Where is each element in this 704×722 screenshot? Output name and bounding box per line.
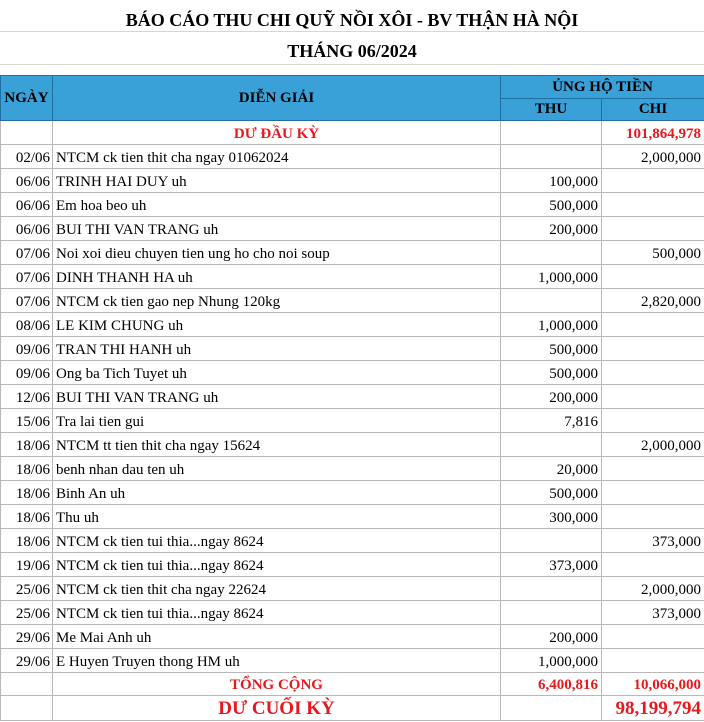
divider xyxy=(0,64,704,65)
row-income xyxy=(501,577,602,601)
table-row xyxy=(1,193,704,217)
row-expense xyxy=(602,457,704,481)
row-expense xyxy=(602,265,704,289)
row-income: 200,000 xyxy=(501,385,602,409)
row-date: 18/06 xyxy=(1,481,53,505)
row-description: BUI THI VAN TRANG uh xyxy=(53,385,501,409)
header-description: DIỄN GIẢI xyxy=(53,76,501,121)
row-expense: 373,000 xyxy=(602,601,704,625)
row-expense: 2,000,000 xyxy=(602,577,704,601)
row-expense xyxy=(602,313,704,337)
row-expense xyxy=(602,649,704,673)
row-description: NTCM ck tien gao nep Nhung 120kg xyxy=(53,289,501,313)
row-date: 06/06 xyxy=(1,193,53,217)
total-row xyxy=(1,673,704,696)
row-income: 200,000 xyxy=(501,217,602,241)
row-date: 29/06 xyxy=(1,649,53,673)
table-row xyxy=(1,361,704,385)
total-label: TỔNG CỘNG xyxy=(53,673,501,696)
row-description: BUI THI VAN TRANG uh xyxy=(53,217,501,241)
row-expense xyxy=(602,361,704,385)
empty-cell xyxy=(1,121,53,145)
row-description: E Huyen Truyen thong HM uh xyxy=(53,649,501,673)
row-date: 12/06 xyxy=(1,385,53,409)
row-expense xyxy=(602,625,704,649)
empty-cell xyxy=(501,121,602,145)
table-row xyxy=(1,145,704,169)
row-income xyxy=(501,433,602,457)
total-expense: 10,066,000 xyxy=(602,673,704,696)
row-income: 373,000 xyxy=(501,553,602,577)
row-date: 08/06 xyxy=(1,313,53,337)
row-date: 25/06 xyxy=(1,601,53,625)
row-income xyxy=(501,289,602,313)
divider xyxy=(0,31,704,32)
row-date: 18/06 xyxy=(1,505,53,529)
row-date: 18/06 xyxy=(1,433,53,457)
table-row xyxy=(1,289,704,313)
row-date: 18/06 xyxy=(1,457,53,481)
table-row xyxy=(1,265,704,289)
opening-balance-value: 101,864,978 xyxy=(602,121,704,145)
row-expense xyxy=(602,505,704,529)
row-expense xyxy=(602,481,704,505)
table-row xyxy=(1,577,704,601)
row-expense: 2,820,000 xyxy=(602,289,704,313)
row-date: 07/06 xyxy=(1,289,53,313)
header-income: THU xyxy=(501,99,602,121)
table-row xyxy=(1,337,704,361)
row-description: Em hoa beo uh xyxy=(53,193,501,217)
table-row xyxy=(1,457,704,481)
row-income: 500,000 xyxy=(501,193,602,217)
closing-balance-row xyxy=(1,696,704,721)
row-description: NTCM ck tien thit cha ngay 01062024 xyxy=(53,145,501,169)
row-expense: 2,000,000 xyxy=(602,145,704,169)
row-income xyxy=(501,529,602,553)
header-date: NGÀY xyxy=(1,76,53,121)
row-date: 18/06 xyxy=(1,529,53,553)
table-row xyxy=(1,625,704,649)
row-date: 07/06 xyxy=(1,241,53,265)
row-description: DINH THANH HA uh xyxy=(53,265,501,289)
row-expense xyxy=(602,169,704,193)
closing-balance-label: DƯ CUỐI KỲ xyxy=(53,696,501,721)
closing-balance-value: 98,199,794 xyxy=(602,696,704,721)
row-expense: 500,000 xyxy=(602,241,704,265)
row-expense: 2,000,000 xyxy=(602,433,704,457)
empty-cell xyxy=(1,696,53,721)
empty-cell xyxy=(1,673,53,696)
table-row xyxy=(1,481,704,505)
row-description: NTCM ck tien thit cha ngay 22624 xyxy=(53,577,501,601)
row-description: Me Mai Anh uh xyxy=(53,625,501,649)
table-row xyxy=(1,409,704,433)
empty-cell xyxy=(501,696,602,721)
table-row xyxy=(1,553,704,577)
row-income: 500,000 xyxy=(501,361,602,385)
row-description: NTCM ck tien tui thia...ngay 8624 xyxy=(53,529,501,553)
row-income: 100,000 xyxy=(501,169,602,193)
row-date: 09/06 xyxy=(1,337,53,361)
row-description: Binh An uh xyxy=(53,481,501,505)
row-description: Ong ba Tich Tuyet uh xyxy=(53,361,501,385)
row-description: Noi xoi dieu chuyen tien ung ho cho noi soup xyxy=(53,241,501,265)
row-income: 1,000,000 xyxy=(501,265,602,289)
row-date: 09/06 xyxy=(1,361,53,385)
row-income: 500,000 xyxy=(501,337,602,361)
row-date: 02/06 xyxy=(1,145,53,169)
report-month: THÁNG 06/2024 xyxy=(287,41,417,61)
table-row xyxy=(1,505,704,529)
total-income: 6,400,816 xyxy=(501,673,602,696)
report-title: BÁO CÁO THU CHI QUỸ NỒI XÔI - BV THẬN HÀ NỘI xyxy=(125,10,579,30)
row-income: 7,816 xyxy=(501,409,602,433)
row-income: 500,000 xyxy=(501,481,602,505)
row-date: 07/06 xyxy=(1,265,53,289)
row-description: TRAN THI HANH uh xyxy=(53,337,501,361)
row-expense xyxy=(602,553,704,577)
row-expense xyxy=(602,385,704,409)
ledger-table xyxy=(0,75,704,721)
row-expense xyxy=(602,217,704,241)
row-date: 06/06 xyxy=(1,217,53,241)
table-row xyxy=(1,529,704,553)
row-date: 06/06 xyxy=(1,169,53,193)
row-description: NTCM ck tien tui thia...ngay 8624 xyxy=(53,601,501,625)
header-support: ỦNG HỘ TIỀN xyxy=(501,76,704,99)
row-expense xyxy=(602,193,704,217)
row-description: Thu uh xyxy=(53,505,501,529)
table-row xyxy=(1,169,704,193)
row-income: 300,000 xyxy=(501,505,602,529)
table-row xyxy=(1,217,704,241)
row-description: Tra lai tien gui xyxy=(53,409,501,433)
row-income xyxy=(501,601,602,625)
table-row xyxy=(1,313,704,337)
row-income: 200,000 xyxy=(501,625,602,649)
table-row xyxy=(1,433,704,457)
row-date: 19/06 xyxy=(1,553,53,577)
row-income: 1,000,000 xyxy=(501,313,602,337)
opening-balance-label: DƯ ĐẦU KỲ xyxy=(53,121,501,145)
header-expense: CHI xyxy=(602,99,704,121)
row-expense xyxy=(602,409,704,433)
row-income xyxy=(501,145,602,169)
row-description: TRINH HAI DUY uh xyxy=(53,169,501,193)
table-row xyxy=(1,649,704,673)
row-date: 25/06 xyxy=(1,577,53,601)
header-row xyxy=(1,76,704,99)
opening-balance-row xyxy=(1,121,704,145)
row-description: NTCM ck tien tui thia...ngay 8624 xyxy=(53,553,501,577)
row-expense xyxy=(602,337,704,361)
row-income xyxy=(501,241,602,265)
row-description: LE KIM CHUNG uh xyxy=(53,313,501,337)
row-date: 29/06 xyxy=(1,625,53,649)
row-income: 20,000 xyxy=(501,457,602,481)
row-description: NTCM tt tien thit cha ngay 15624 xyxy=(53,433,501,457)
table-row xyxy=(1,385,704,409)
table-row xyxy=(1,241,704,265)
row-income: 1,000,000 xyxy=(501,649,602,673)
row-expense: 373,000 xyxy=(602,529,704,553)
row-date: 15/06 xyxy=(1,409,53,433)
row-description: benh nhan dau ten uh xyxy=(53,457,501,481)
table-row xyxy=(1,601,704,625)
